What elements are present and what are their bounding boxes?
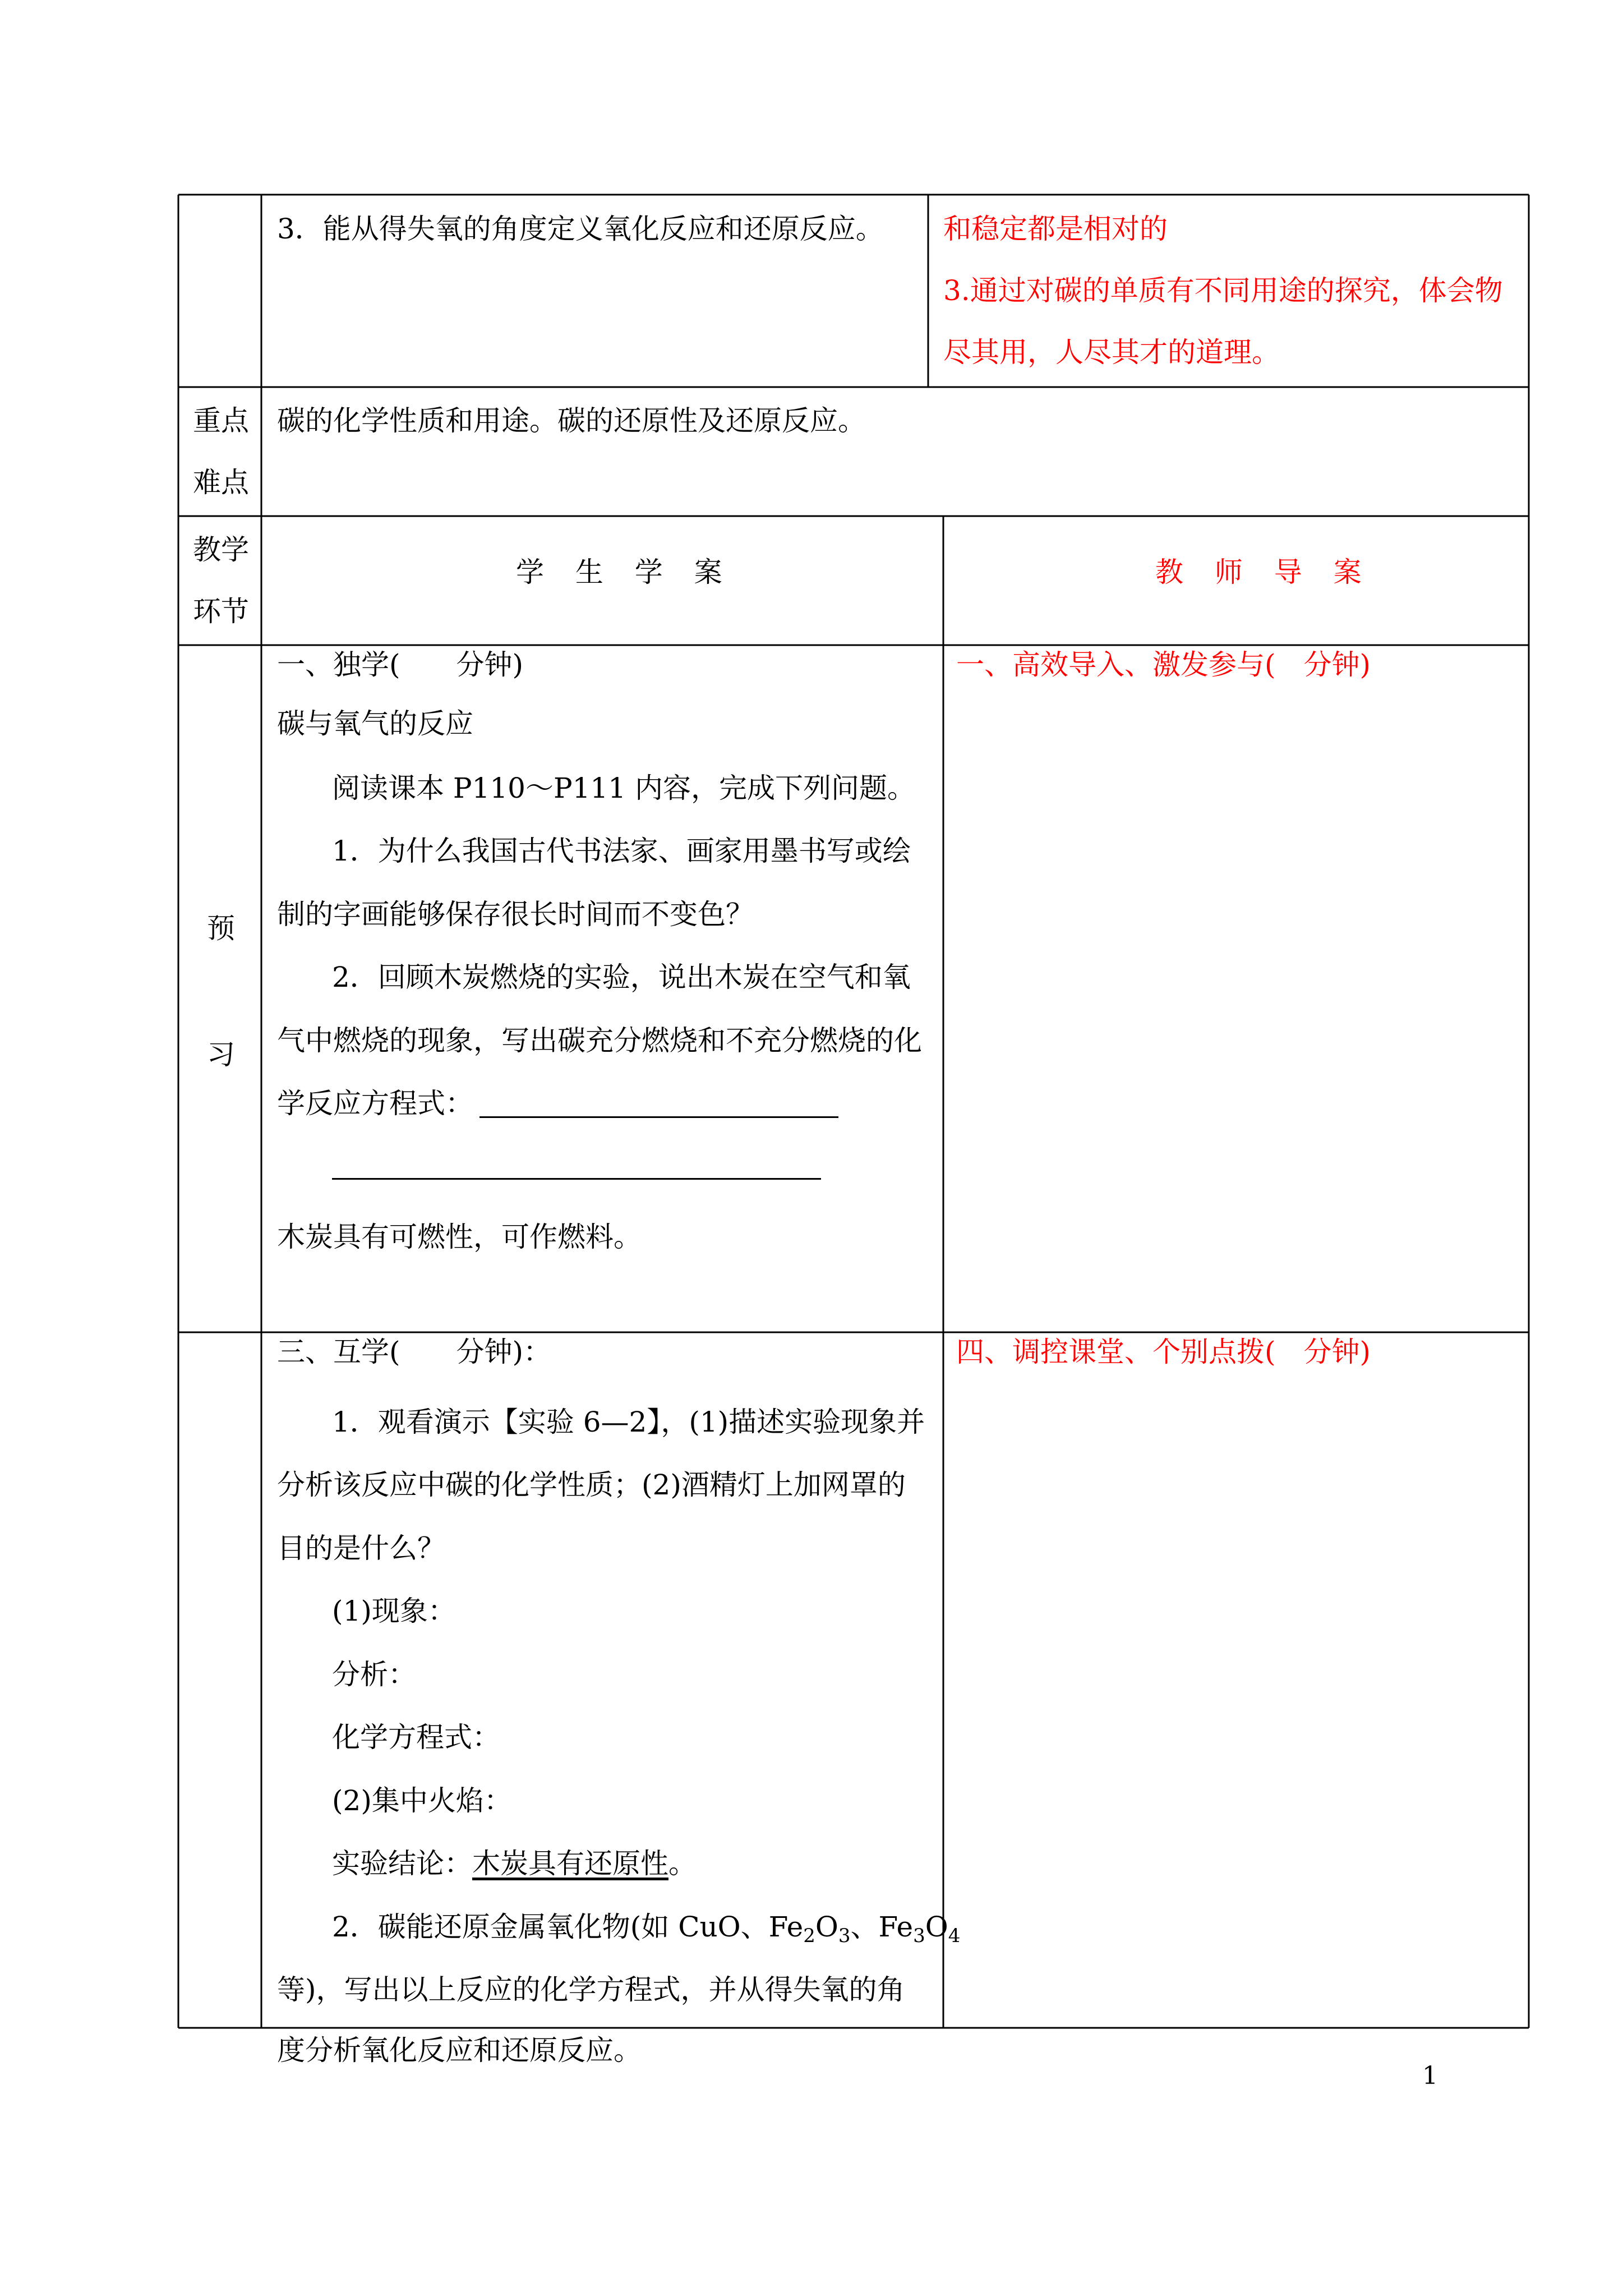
phenomenon-prompt: (1)现象： [332,1595,456,1627]
preview-line-6: 学反应方程式： [277,1087,473,1120]
teacher-mutual-heading: 四、调控课堂、个别点拨( 分钟) [956,1336,1371,1368]
objective-3-text: 3．能从得失氧的角度定义氧化反应和还原反应。 [277,213,884,245]
student-plan-header: 学 生 学 案 [516,556,734,588]
question-2-line-1: 2．碳能还原金属氧化物(如 CuO、$Fe_2O_3$、$Fe_3O_4$ [332,1911,961,1947]
preview-label-2: 习 [207,1038,235,1071]
mutual-line-1: 1．观看演示【实验 6—2】，(1)描述实验现象并 [332,1406,925,1438]
mutual-heading: 三、互学( 分钟)： [277,1336,552,1368]
conclusion-period: 。 [668,1847,697,1880]
teacher-goal-line-2: 3.通过对碳的单质有不同用途的探究，体会物 [943,274,1503,307]
preview-line-1: 阅读课本 P110～P111 内容，完成下列问题。 [332,772,915,804]
key-label-1: 重点 [193,404,249,437]
preview-heading: 一、独学( 分钟) [277,648,524,681]
key-label-2: 难点 [193,466,249,499]
preview-line-4: 2．回顾木炭燃烧的实验，说出木炭在空气和氧 [332,961,911,993]
analysis-prompt: 分析： [332,1658,416,1691]
answer-blank-1[interactable] [479,1116,838,1118]
preview-subheading: 碳与氧气的反应 [277,707,473,740]
conclusion-line [332,1847,697,1880]
answer-blank-2[interactable] [332,1178,821,1180]
mutual-line-3: 目的是什么？ [277,1532,445,1565]
question-2-line-2: 等)，写出以上反应的化学方程式，并从得失氧的角 [277,1973,905,2006]
preview-line-5: 气中燃烧的现象，写出碳充分燃烧和不充分燃烧的化 [277,1024,922,1057]
conclusion-label: 实验结论： [332,1847,472,1880]
question-2-line-3: 度分析氧化反应和还原反应。 [277,2034,642,2067]
flame-prompt: (2)集中火焰： [332,1784,512,1817]
conclusion-answer: 木炭具有还原性 [472,1847,668,1880]
equation-prompt: 化学方程式： [332,1721,500,1754]
teacher-preview-heading: 一、高效导入、激发参与( 分钟) [956,648,1371,681]
preview-closing: 木炭具有可燃性，可作燃料。 [277,1221,642,1253]
teacher-goal-line-1: 和稳定都是相对的 [943,213,1168,245]
preview-label-1: 预 [207,912,235,945]
mutual-line-2: 分析该反应中碳的化学性质；(2)酒精灯上加网罩的 [277,1469,906,1501]
page-number: 1 [1422,2062,1438,2090]
preview-line-3: 制的字画能够保存很长时间而不变色？ [277,898,754,931]
section-label-2: 环节 [193,595,249,628]
section-label-1: 教学 [193,533,249,566]
preview-line-2: 1．为什么我国古代书法家、画家用墨书写或绘 [332,835,911,867]
teacher-plan-header: 教 师 导 案 [1155,556,1373,588]
teacher-goal-line-3: 尽其用，人尽其才的道理。 [943,336,1280,369]
key-points-text: 碳的化学性质和用途。碳的还原性及还原反应。 [277,404,866,437]
